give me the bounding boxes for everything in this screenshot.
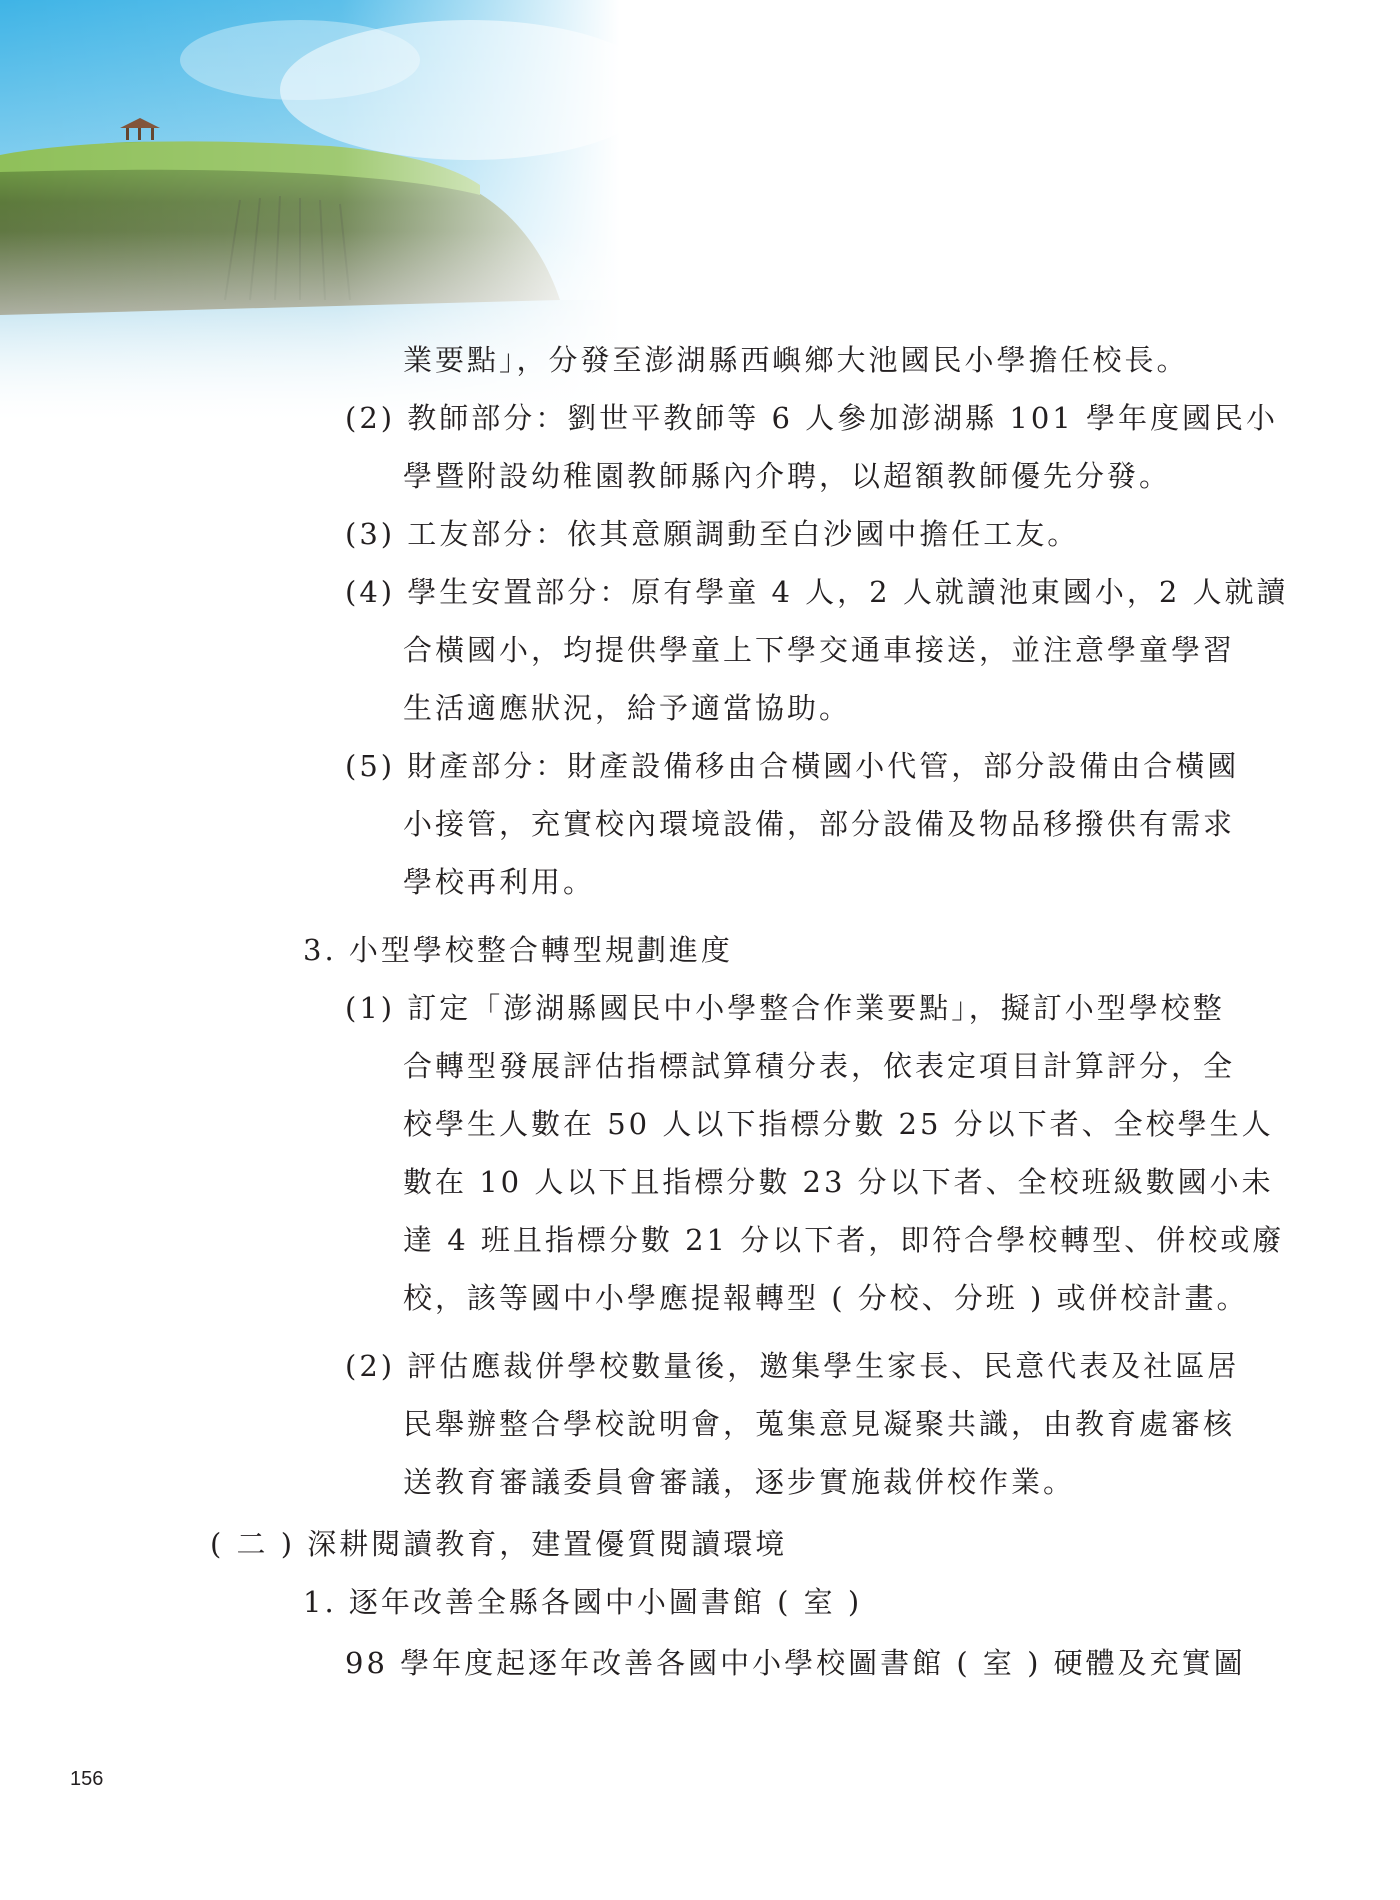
text-line: 學暨附設幼稚園教師縣內介聘，以超額教師優先分發。 bbox=[403, 459, 1172, 493]
text-line: 送教育審議委員會審議，逐步實施裁併校作業。 bbox=[403, 1465, 1076, 1499]
text-line: (2) 評估應裁併學校數量後，邀集學生家長、民意代表及社區居 bbox=[345, 1349, 1240, 1383]
text-line: 學校再利用。 bbox=[403, 865, 596, 899]
text-line: 98 學年度起逐年改善各國中小學校圖書館 ( 室 ) 硬體及充實圖 bbox=[345, 1646, 1246, 1680]
subsection-heading: 1. 逐年改善全縣各國中小圖書館 ( 室 ) bbox=[303, 1585, 863, 1619]
text-line: (3) 工友部分：依其意願調動至白沙國中擔任工友。 bbox=[345, 517, 1080, 551]
text-line: 民舉辦整合學校說明會，蒐集意見凝聚共識，由教育處審核 bbox=[403, 1407, 1236, 1441]
text-line: 校學生人數在 50 人以下指標分數 25 分以下者、全校學生人 bbox=[403, 1107, 1274, 1141]
section-heading: 3. 小型學校整合轉型規劃進度 bbox=[303, 933, 733, 967]
text-line: 數在 10 人以下且指標分數 23 分以下者、全校班級數國小未 bbox=[403, 1165, 1274, 1199]
text-line: (5) 財產部分：財產設備移由合橫國小代管，部分設備由合橫國 bbox=[345, 749, 1240, 783]
text-line: (2) 教師部分：劉世平教師等 6 人參加澎湖縣 101 學年度國民小 bbox=[345, 401, 1278, 435]
page-number: 156 bbox=[70, 1768, 104, 1790]
text-line: 生活適應狀況，給予適當協助。 bbox=[403, 691, 852, 725]
text-line: (4) 學生安置部分：原有學童 4 人，2 人就讀池東國小，2 人就讀 bbox=[345, 575, 1289, 609]
text-line: 校，該等國中小學應提報轉型 ( 分校、分班 ) 或併校計畫。 bbox=[403, 1281, 1249, 1315]
text-line: (1) 訂定「澎湖縣國民中小學整合作業要點」，擬訂小型學校整 bbox=[345, 991, 1225, 1025]
text-line: 業要點」，分發至澎湖縣西嶼鄉大池國民小學擔任校長。 bbox=[403, 343, 1189, 377]
text-line: 小接管，充實校內環境設備，部分設備及物品移撥供有需求 bbox=[403, 807, 1236, 841]
text-line: 合橫國小，均提供學童上下學交通車接送，並注意學童學習 bbox=[403, 633, 1236, 667]
text-line: 達 4 班且指標分數 21 分以下者，即符合學校轉型、併校或廢 bbox=[403, 1223, 1285, 1257]
text-line: 合轉型發展評估指標試算積分表，依表定項目計算評分，全 bbox=[403, 1049, 1236, 1083]
section-heading: ( 二 ) 深耕閱讀教育，建置優質閱讀環境 bbox=[210, 1527, 788, 1561]
